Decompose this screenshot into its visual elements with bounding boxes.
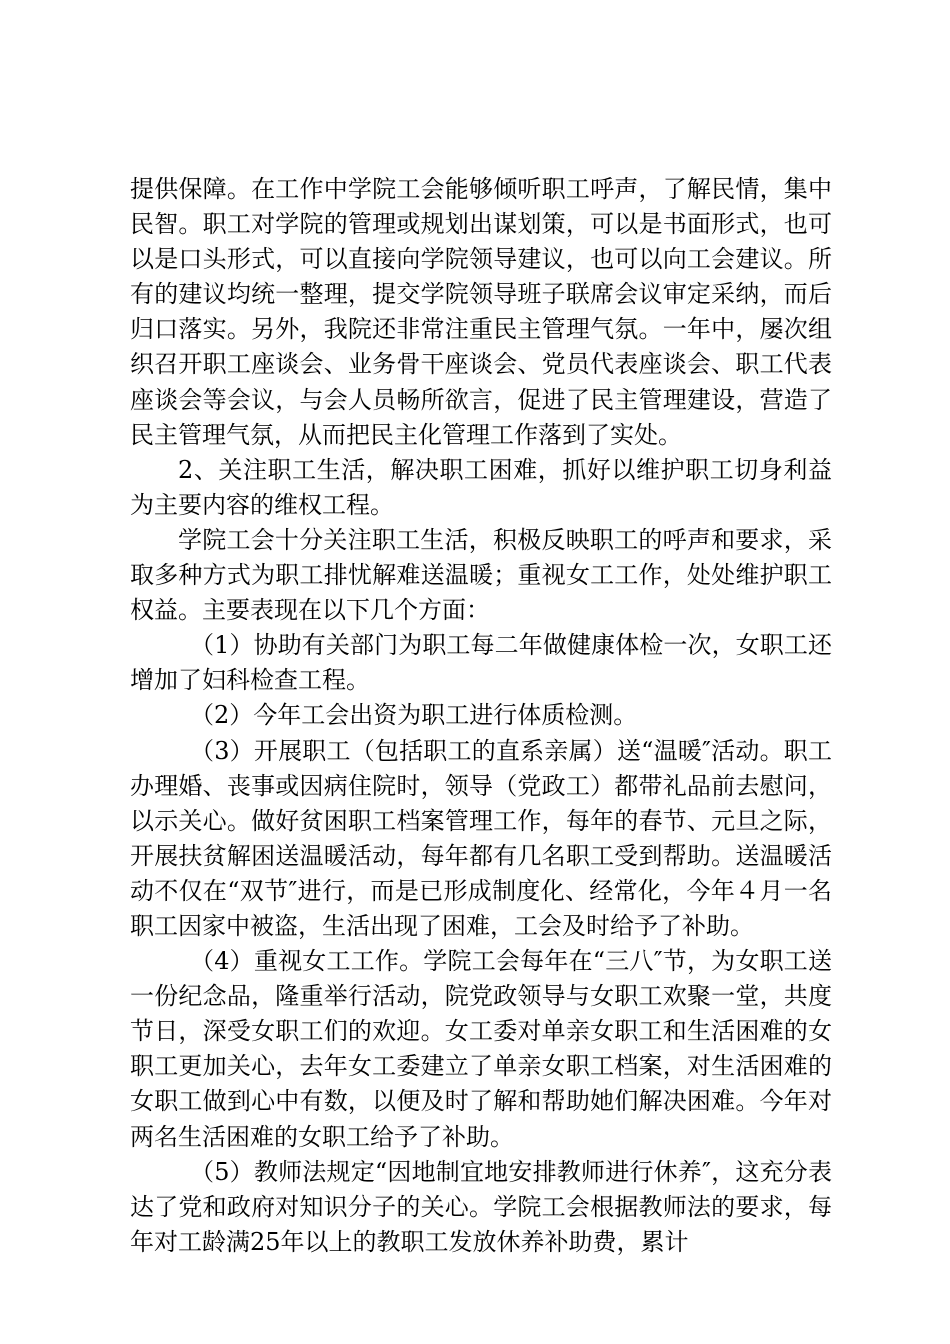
paragraph-item-2-fitness-test: （2）今年工会出资为职工进行体质检测。 [190,701,638,730]
paragraph-item-4-female-workers: （4）重视女工工作。学院工会每年在“三八″节，为女职工送一份纪念品，隆重举行活动，院党政领导与女职工欢聚一堂，共度节日，深受女职工们的欢迎。女工委对单亲女职工和生活困难的女职工更加关心，去年女工委建立了单亲女职工档案，对生活困难的女职工做到心中有数，以便及时了解和帮助她们解决困难。今年对两名生活困难的女职工给予了补助。 [130,947,832,1151]
paragraph-item-3-warmth-activity: （3）开展职工（包括职工的直系亲属）送“温暖″活动。职工办理婚、丧事或因病住院时，领导（党政工）都带礼品前去慰问，以示关心。做好贫困职工档案管理工作，每年的春节、元旦之际，开展扶贫解困送温暖活动，每年都有几名职工受到帮助。送温暖活动不仅在“双节″进行，而是已形成制度化、经常化，今年４月一名职工因家中被盗，生活出现了困难，工会及时给予了补助。 [130,736,832,940]
document-body [130,172,832,1260]
paragraph-item-5-teacher-rest: （5）教师法规定“因地制宜地安排教师进行休养″，这充分表达了党和政府对知识分子的关心。学院工会根据教师法的要求，每年对工龄满25年以上的教职工发放休养补助费，累计 [130,1157,832,1256]
paragraph-union-care-intro: 学院工会十分关注职工生活，积极反映职工的呼声和要求，采取多种方式为职工排忧解难送温暖；重视女工工作，处处维护职工权益。主要表现在以下几个方面： [130,525,832,625]
paragraph-section-2-heading: 2、关注职工生活，解决职工困难，抓好以维护职工切身利益为主要内容的维权工程。 [130,455,832,519]
paragraph-item-1-health-check: （1）协助有关部门为职工每二年做健康体检一次，女职工还增加了妇科检查工程。 [130,631,832,695]
paragraph-democratic-management: 提供保障。在工作中学院工会能够倾听职工呼声，了解民情，集中民智。职工对学院的管理或规划出谋划策，可以是书面形式，也可以是口头形式，可以直接向学院领导建议，也可以向工会建议。所有的建议均统一整理，提交学院领导班子联席会议审定采纳，而后归口落实。另外，我院还非常注重民主管理气氛。一年中，屡次组织召开职工座谈会、业务骨干座谈会、党员代表座谈会、职工代表座谈会等会议，与会人员畅所欲言，促进了民主管理建设，营造了民主管理气氛，从而把民主化管理工作落到了实处。 [130,175,832,449]
